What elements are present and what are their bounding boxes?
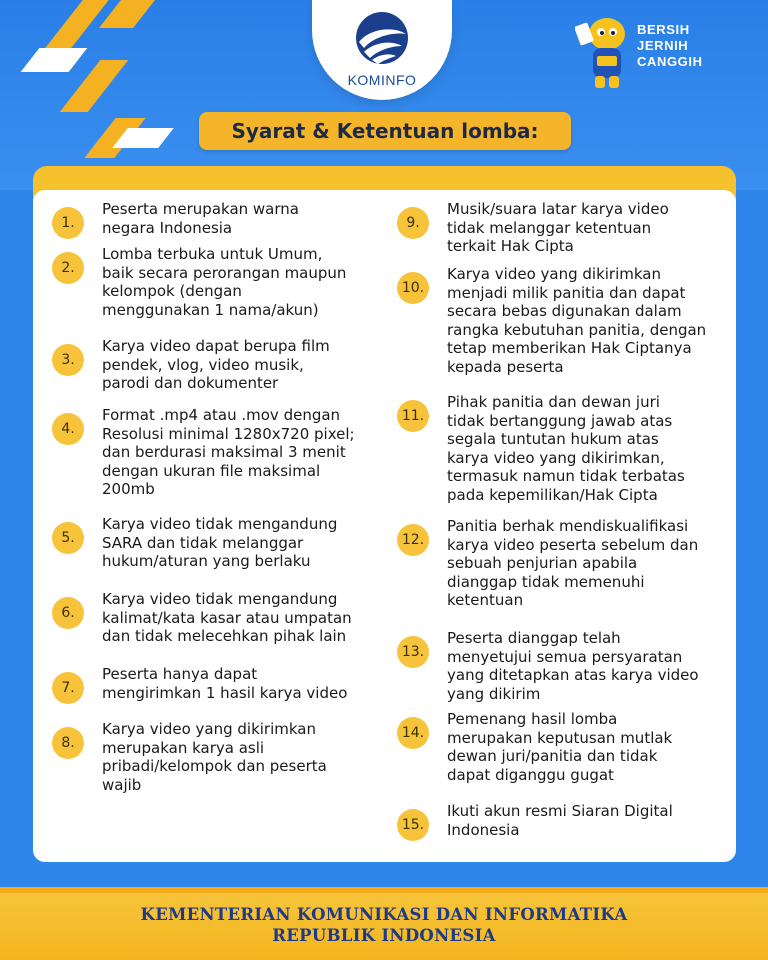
rule-text-line: kelompok (dengan (102, 282, 242, 300)
rule-number-badge: 8. (52, 727, 84, 759)
rule-text-line: Pemenang hasil lomba (447, 710, 618, 728)
rule-text-line: Format .mp4 atau .mov dengan (102, 406, 341, 424)
rule-text-line: Pihak panitia dan dewan juri (447, 393, 660, 411)
rule-text-line: baik secara perorangan maupun (102, 263, 347, 282)
rule-text-line: dapat diganggu gugat (447, 765, 614, 784)
footer (0, 904, 768, 946)
rule-text-line: Peserta merupakan warna (102, 200, 299, 218)
rule-text (447, 629, 699, 703)
rule-number-badge: 2. (52, 252, 84, 284)
rule-text-line: Ikuti akun resmi Siaran Digital (447, 802, 673, 820)
rule-number-badge: 6. (52, 597, 84, 629)
rule-number-badge: 12. (397, 524, 429, 556)
rule-text-line: Peserta hanya dapat (102, 665, 258, 683)
rule-text-line: Musik/suara latar karya video (447, 200, 669, 218)
rule-text-line: merupakan karya asli (102, 738, 265, 757)
rule-number-badge: 14. (397, 717, 429, 749)
rule-text (447, 710, 672, 784)
logo-text: KOMINFO (347, 72, 417, 88)
rule-number-badge: 9. (397, 207, 429, 239)
rule-text-line: SARA dan tidak melanggar (102, 533, 304, 552)
kominfo-emblem-icon (312, 0, 452, 74)
rule-number-badge: 3. (52, 344, 84, 376)
footer-line: REPUBLIK INDONESIA (272, 926, 496, 945)
rule-text-line: Indonesia (447, 820, 520, 839)
rule-text-line: pendek, vlog, video musik, (102, 355, 304, 374)
rule-text (447, 393, 685, 504)
rule-text-line: segala tuntutan hukum atas (447, 430, 659, 448)
page-title: Syarat & Ketentuan lomba: (199, 112, 571, 150)
rule-text-line: terkait Hak Cipta (447, 237, 574, 255)
rule-text-line: yang ditetapkan atas karya video (447, 666, 699, 684)
rule-text-line: yang dikirim (447, 684, 541, 703)
rule-text-line: termasuk namun tidak terbatas (447, 467, 685, 485)
rule-text-line: Karya video yang dikirimkan (447, 265, 661, 283)
rule-text-line: pribadi/kelompok dan peserta (102, 757, 327, 775)
rule-text-line: Peserta dianggap telah (447, 629, 621, 647)
rule-text-line: tidak bertanggung jawab atas (447, 411, 673, 430)
rule-text-line: dianggap tidak memenuhi (447, 572, 645, 591)
slogan (637, 22, 703, 70)
slogan-line: BERSIH (637, 22, 690, 37)
rule-text (447, 802, 673, 839)
slogan-line: JERNIH (637, 38, 689, 53)
rule-text-line: karya video peserta sebelum dan (447, 535, 699, 554)
rule-text-line: kalimat/kata kasar atau umpatan (102, 608, 352, 627)
rule-text-line: dewan juri/panitia dan tidak (447, 747, 658, 765)
rule-text-line: Karya video tidak mengandung (102, 590, 338, 608)
rule-text-line: parodi dan dokumenter (102, 374, 279, 392)
rule-text (102, 337, 330, 393)
rule-text-line: merupakan keputusan mutlak (447, 728, 673, 747)
rules-card (33, 190, 736, 862)
rule-text-line: Resolusi minimal 1280x720 pixel; (102, 424, 355, 443)
rule-text-line: dan tidak melecehkan pihak lain (102, 627, 347, 645)
rule-text-line: sebuah penjurian apabila (447, 554, 638, 572)
rule-number-badge: 15. (397, 809, 429, 841)
rule-text-line: 200mb (102, 480, 155, 498)
mascot-icon (575, 12, 635, 92)
kominfo-logo (312, 0, 452, 100)
rule-number-badge: 13. (397, 636, 429, 668)
rule-text (102, 515, 337, 571)
rule-text-line: secara bebas digunakan dalam (447, 302, 682, 320)
rule-text-line: hukum/aturan yang berlaku (102, 552, 311, 570)
rule-text-line: wajib (102, 775, 142, 794)
rule-text-line: menjadi milik panitia dan dapat (447, 283, 686, 302)
rule-text-line: ketentuan (447, 591, 524, 609)
rule-text-line: kepada peserta (447, 357, 564, 376)
rule-text (102, 406, 355, 499)
footer-line: KEMENTERIAN KOMUNIKASI DAN INFORMATIKA (140, 905, 628, 924)
rule-text-line: Karya video yang dikirimkan (102, 720, 316, 738)
rule-text-line: negara Indonesia (102, 218, 233, 237)
rule-text-line: rangka kebutuhan panitia, dengan (447, 320, 707, 339)
rule-text-line: karya video yang dikirimkan, (447, 448, 665, 467)
rule-number-badge: 1. (52, 207, 84, 239)
rule-text-line: menggunakan 1 nama/akun) (102, 300, 319, 319)
rule-text-line: dengan ukuran file maksimal (102, 461, 321, 480)
rule-text (102, 720, 327, 794)
rule-text (102, 590, 352, 646)
rule-text-line: dan berdurasi maksimal 3 menit (102, 443, 346, 461)
rule-text (447, 265, 706, 376)
slogan-line: CANGGIH (637, 54, 703, 69)
rule-text (102, 245, 346, 319)
rule-number-badge: 10. (397, 272, 429, 304)
rule-text-line: mengirimkan 1 hasil karya video (102, 683, 348, 702)
rule-text-line: Karya video dapat berupa film (102, 337, 330, 355)
rule-text-line: Lomba terbuka untuk Umum, (102, 245, 323, 263)
rule-number-badge: 4. (52, 413, 84, 445)
rule-number-badge: 11. (397, 400, 429, 432)
rule-text-line: pada kepemilikan/Hak Cipta (447, 485, 658, 504)
rule-text (102, 665, 347, 702)
mascot-slogan (575, 12, 765, 92)
rule-text-line: tidak melanggar ketentuan (447, 218, 652, 237)
rule-text-line: Karya video tidak mengandung (102, 515, 338, 533)
rule-text-line: menyetujui semua persyaratan (447, 647, 683, 666)
rule-text (447, 517, 698, 610)
rule-number-badge: 7. (52, 672, 84, 704)
rule-text-line: Panitia berhak mendiskualifikasi (447, 517, 689, 535)
rule-text-line: tetap memberikan Hak Ciptanya (447, 339, 692, 357)
rule-text (447, 200, 669, 256)
rule-number-badge: 5. (52, 522, 84, 554)
rule-text (102, 200, 299, 237)
